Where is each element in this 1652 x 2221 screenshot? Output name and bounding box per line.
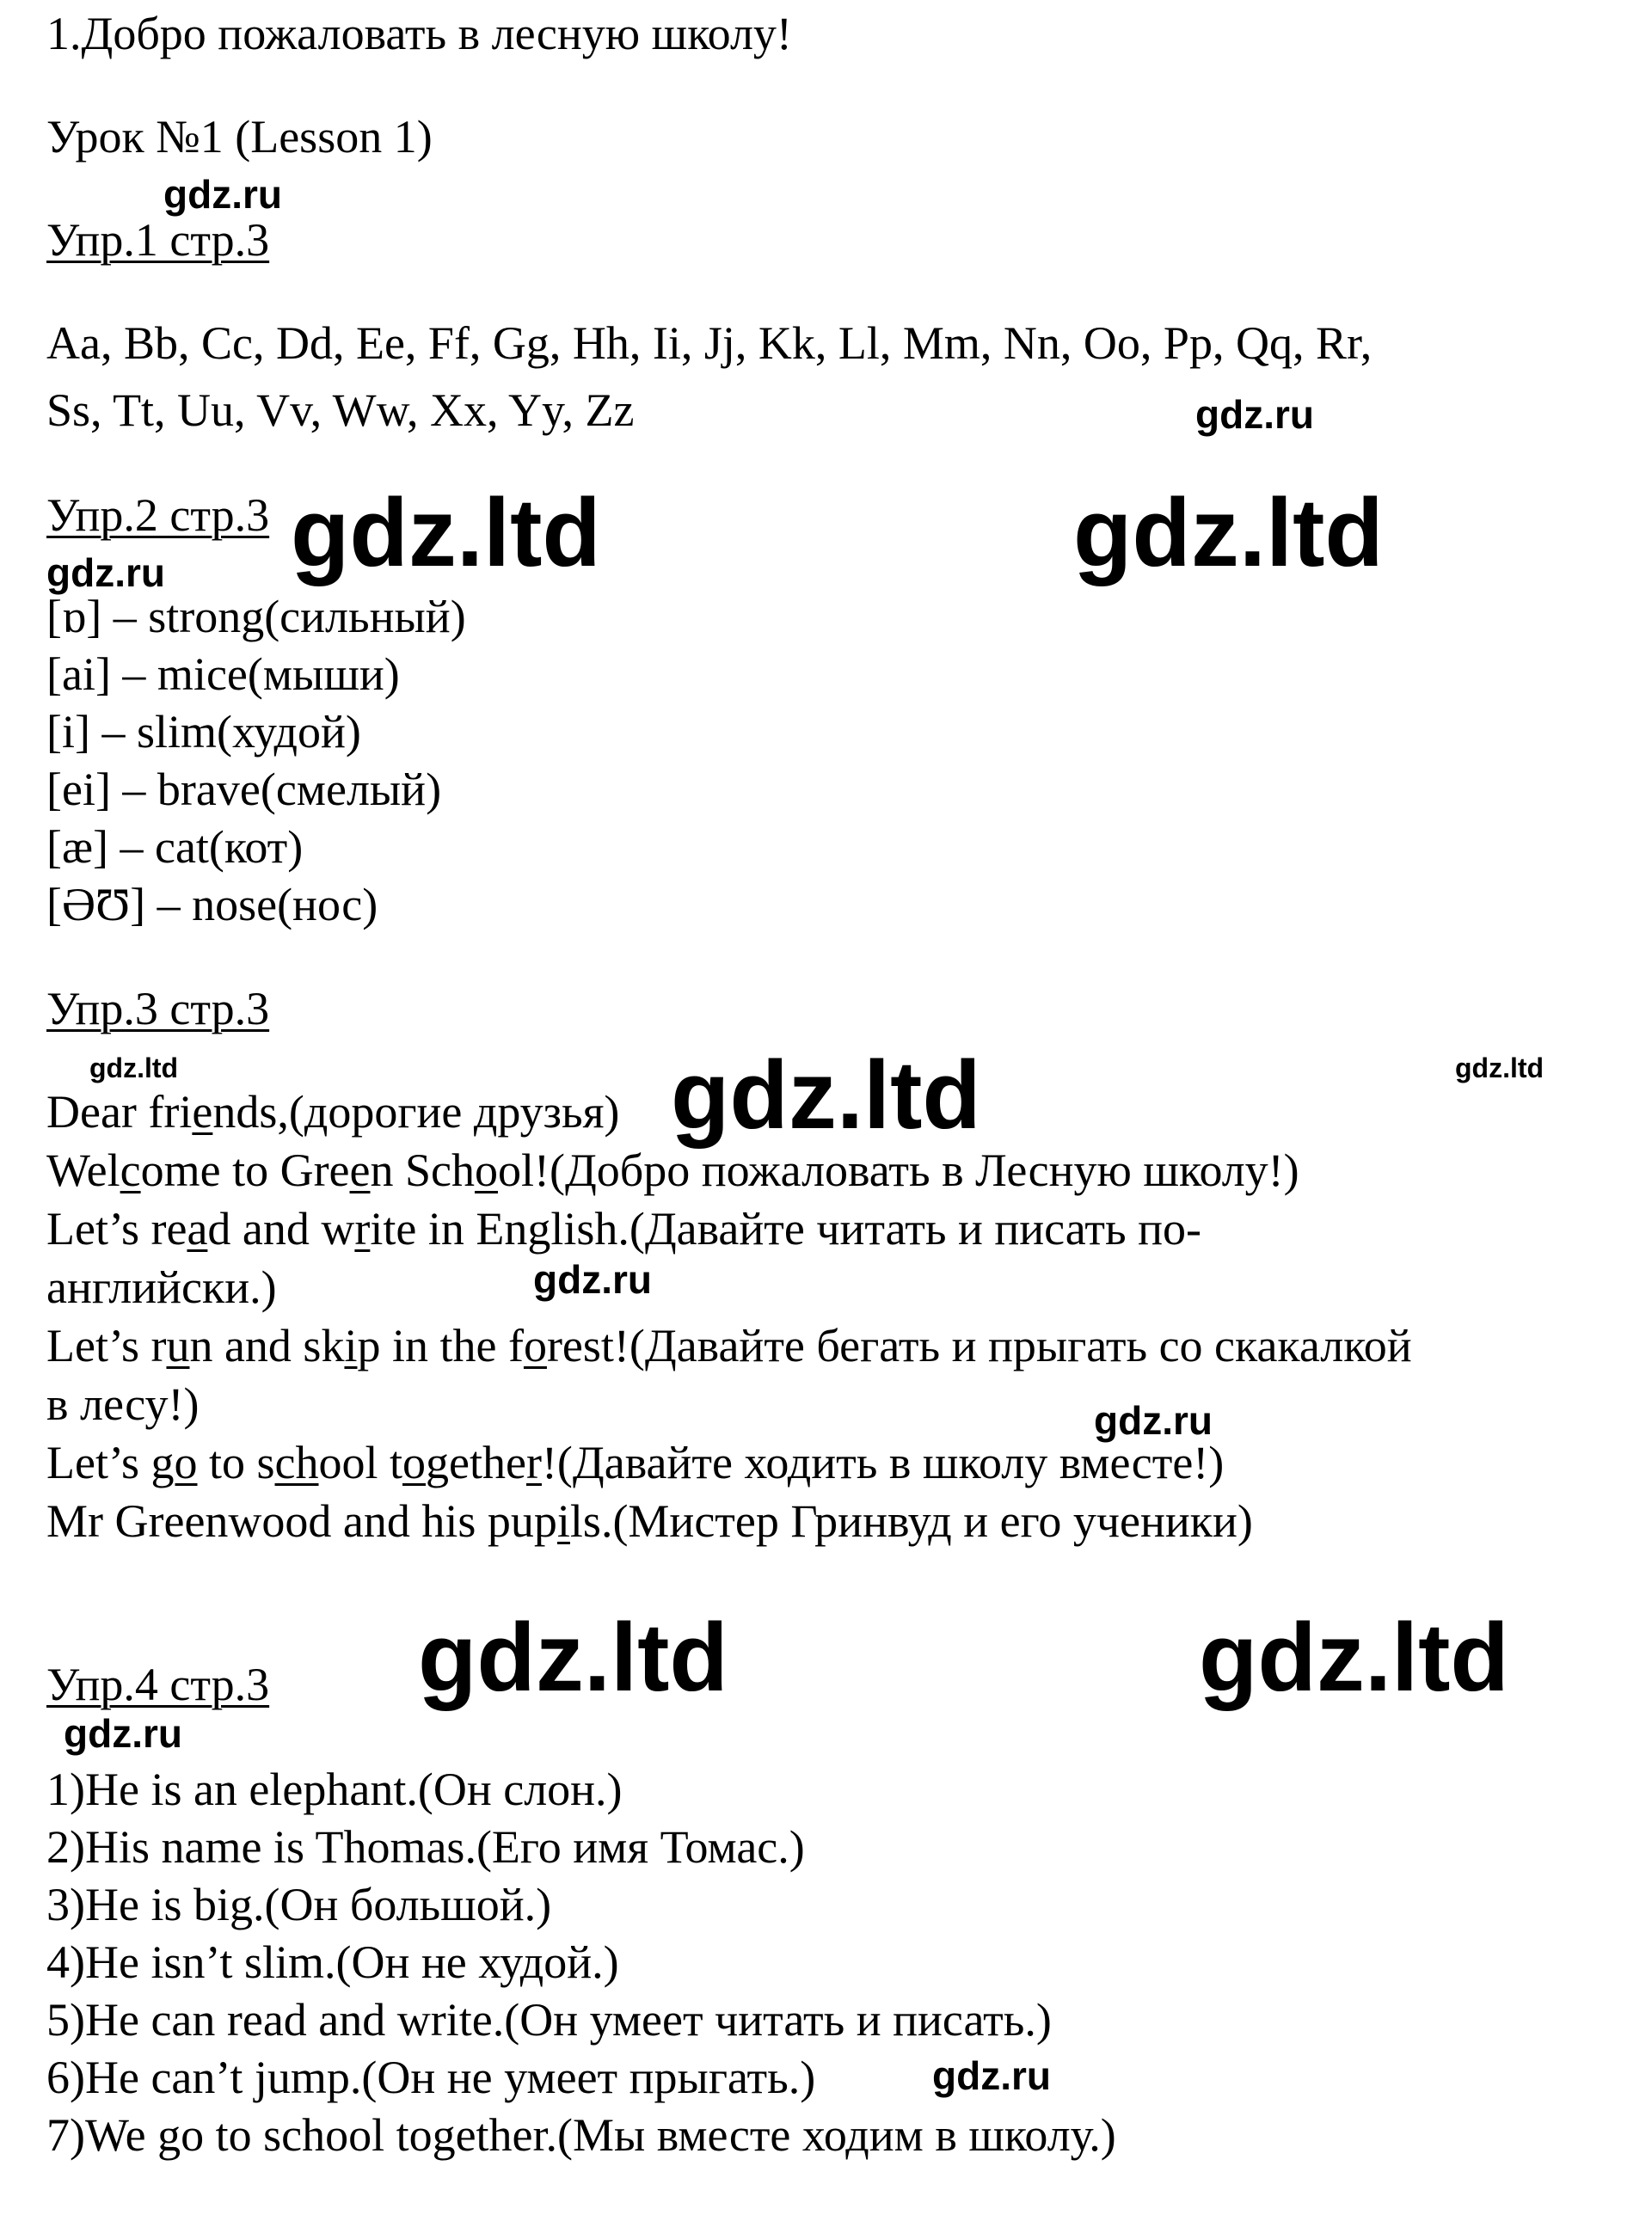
page-title: 1.Добро пожаловать в лесную школу! (46, 8, 792, 59)
ex3-line: в лесу!) (46, 1378, 200, 1430)
ex4-line: 6)He can’t jump.(Он не умеет прыгать.) (46, 2052, 816, 2103)
watermark-gdz-ru: gdz.ru (1094, 1398, 1213, 1443)
ex2-line: [ei] – brave(смелый) (46, 764, 442, 815)
ex3-line: Mr Greenwood and his pupils.(Мистер Гринвуд и его ученики) (46, 1495, 1253, 1547)
ex4-line: 3)He is big.(Он большой.) (46, 1879, 552, 1930)
ex1-alphabet-line-2: Ss, Tt, Uu, Vv, Ww, Xx, Yy, Zz (46, 384, 635, 436)
ex3-line: Welcome to Green School!(Добро пожаловать в Лесную школу!) (46, 1144, 1299, 1196)
watermark-gdz-ru: gdz.ru (932, 2053, 1051, 2098)
watermark-gdz-ru: gdz.ru (1195, 392, 1314, 437)
ex3-heading: Упр.3 стр.3 (46, 983, 270, 1034)
watermark-gdz-ltd: gdz.ltd (418, 1604, 728, 1711)
ex4-line: 5)He can read and write.(Он умеет читать и писать.) (46, 1994, 1052, 2046)
ex4-line: 2)His name is Thomas.(Его имя Томас.) (46, 1821, 805, 1873)
watermark-gdz-ru: gdz.ru (46, 550, 165, 595)
ex3-line: Dear friends,(дорогие друзья) (46, 1086, 620, 1138)
watermark-gdz-ltd: gdz.ltd (291, 479, 601, 586)
watermark-gdz-ltd: gdz.ltd (1455, 1052, 1545, 1083)
ex2-line: [æ] – cat(кот) (46, 821, 304, 873)
ex2-line: [ɒ] – strong(сильный) (46, 591, 466, 642)
ex4-line: 1)He is an elephant.(Он слон.) (46, 1764, 623, 1815)
ex2-line: [ai] – mice(мыши) (46, 648, 400, 700)
watermark-gdz-ltd: gdz.ltd (1073, 479, 1384, 586)
watermark-gdz-ltd: gdz.ltd (671, 1041, 981, 1149)
ex4-heading: Упр.4 стр.3 (46, 1659, 270, 1710)
ex3-line: Let’s run and skip in the forest!(Давайте бегать и прыгать со скакалкой (46, 1320, 1412, 1371)
ex2-line: [i] – slim(худой) (46, 706, 361, 758)
ex4-line: 7)We go to school together.(Мы вместе ходим в школу.) (46, 2109, 1116, 2161)
ex2-heading: Упр.2 стр.3 (46, 489, 270, 541)
watermark-gdz-ru: gdz.ru (533, 1257, 652, 1302)
ex3-line: Let’s go to school together!(Давайте ходить в школу вместе!) (46, 1437, 1225, 1488)
watermark-gdz-ltd: gdz.ltd (1199, 1604, 1509, 1711)
lesson-heading: Урок №1 (Lesson 1) (46, 111, 433, 163)
ex1-heading: Упр.1 стр.3 (46, 214, 270, 266)
ex4-line: 4)He isn’t slim.(Он не худой.) (46, 1936, 619, 1988)
watermark-gdz-ru: gdz.ru (64, 1711, 182, 1756)
ex3-line: Let’s read and write in English.(Давайте читать и писать по- (46, 1203, 1201, 1255)
watermark-gdz-ltd: gdz.ltd (89, 1052, 179, 1083)
watermark-gdz-ru: gdz.ru (163, 172, 282, 217)
ex2-line: [ƏƱ] – nose(нос) (46, 879, 378, 930)
ex1-alphabet-line-1: Aa, Bb, Cc, Dd, Ee, Ff, Gg, Hh, Ii, Jj, Kk, Ll, Mm, Nn, Oo, Pp, Qq, Rr, (46, 317, 1373, 369)
ex3-line: английски.) (46, 1261, 277, 1313)
